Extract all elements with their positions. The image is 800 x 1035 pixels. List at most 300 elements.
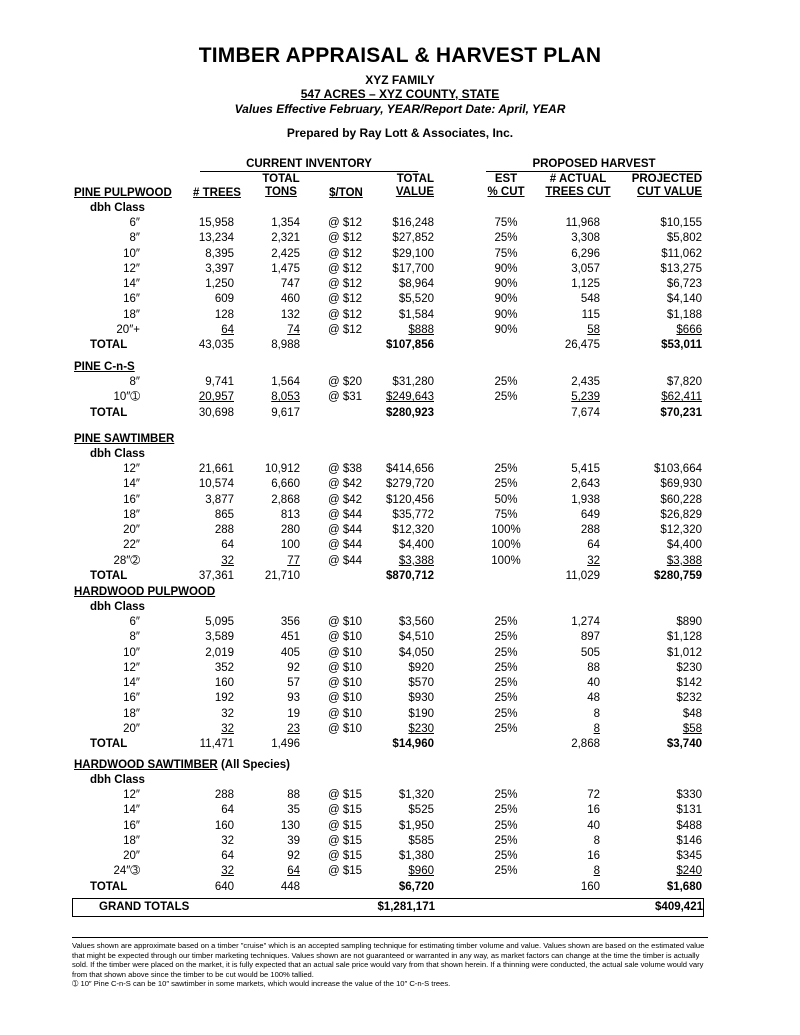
- cell-trees: 160: [214, 819, 234, 832]
- cell-actual: 16: [587, 804, 600, 817]
- total-label: TOTAL: [90, 738, 128, 750]
- total-actual: 11,029: [565, 569, 600, 582]
- cell-dbh: 20″+: [116, 323, 140, 336]
- cell-dbh: 10″: [123, 646, 140, 659]
- cell-tons: 2,321: [271, 232, 300, 245]
- cell-tons: 132: [280, 308, 300, 321]
- cell-dbh: 12″: [123, 463, 140, 475]
- cell-value: $414,656: [386, 463, 434, 475]
- total-trees: 11,471: [199, 738, 234, 750]
- cell-per-ton: @ $12: [328, 217, 363, 229]
- total-label: TOTAL: [90, 880, 128, 893]
- cell-trees: 288: [214, 789, 234, 801]
- acres-county: [0, 87, 800, 101]
- total-value: $107,856: [386, 339, 434, 351]
- total-trees: 30,698: [198, 406, 234, 419]
- cell-proj: $10,155: [660, 217, 702, 229]
- cell-proj: $11,062: [661, 247, 702, 260]
- total-cut-value: $53,011: [661, 339, 702, 351]
- cell-est-cut: 25%: [494, 677, 518, 689]
- total-value: $6,720: [398, 880, 434, 893]
- cell-est-cut: 25%: [494, 391, 518, 404]
- cell-proj: $330: [676, 789, 702, 801]
- cell-est-cut: 25%: [494, 834, 518, 847]
- cell-dbh: 14″: [123, 478, 140, 491]
- cell-actual: 1,938: [571, 493, 600, 506]
- cell-trees: 2,019: [205, 646, 234, 659]
- cell-actual: 72: [587, 789, 600, 801]
- col-tons-top: TOTAL: [262, 173, 300, 185]
- cell-dbh: 20″: [123, 722, 140, 735]
- cell-trees: 5,095: [205, 616, 234, 628]
- cell-est-cut: 25%: [494, 789, 518, 801]
- cell-value: $930: [408, 692, 434, 705]
- grand-totals-cut-value: $409,421: [655, 901, 703, 913]
- col-trees-label: # TREES: [193, 187, 241, 199]
- cell-est-cut: 25%: [494, 722, 518, 735]
- cell-value: $3,560: [398, 616, 434, 628]
- cell-value: $190: [408, 707, 434, 720]
- cell-proj: $5,802: [666, 232, 702, 245]
- cell-tons: 6,660: [271, 478, 300, 491]
- total-trees: 37,361: [198, 569, 234, 582]
- cell-est-cut: 75%: [494, 508, 518, 521]
- cell-actual: 115: [581, 308, 600, 321]
- group-proposed-harvest: PROPOSED HARVEST: [532, 158, 656, 170]
- cell-dbh: 8″: [129, 631, 140, 644]
- cell-dbh: 16″: [123, 819, 140, 832]
- cell-per-ton: @ $10: [328, 661, 363, 674]
- section-header-pine-pulpwood: PINE PULPWOOD: [74, 187, 172, 199]
- cell-trees: 3,589: [205, 631, 234, 644]
- cell-proj: $4,140: [666, 293, 702, 306]
- cell-actual: 5,239: [571, 391, 600, 404]
- col-header-trees: [186, 187, 248, 200]
- cell-trees: 288: [214, 524, 234, 536]
- cell-proj: $146: [676, 834, 702, 847]
- cell-trees: 10,574: [198, 478, 234, 491]
- cell-trees: 1,250: [205, 278, 234, 290]
- cell-proj: $232: [676, 692, 702, 705]
- cell-trees: 13,234: [198, 232, 234, 245]
- cell-per-ton: @ $42: [328, 478, 363, 491]
- cell-tons: 8,053: [271, 391, 300, 404]
- cell-est-cut: 75%: [494, 217, 518, 229]
- footnote-text: Values shown are approximate based on a timber "cruise" which is an accepted sampling technique for estimating timber volume and value. Values shown are based on the estimated value that might be expected through our timber marketing techniques. Values shown are not guaranteed or warranted in any way, as market factors can change at the time the timber is actually sold. If the timber were placed on the market, it is fully expected that an actual sale price would vary from that shown herein. If a thinning were conducted, the actual sale volume would vary from that shown above since the timber to be cut would be 100% tallied.: [72, 941, 705, 979]
- cell-est-cut: 25%: [494, 692, 518, 705]
- grand-totals-box: [72, 898, 704, 917]
- cell-tons: 813: [280, 508, 300, 521]
- cell-tons: 130: [280, 819, 300, 832]
- total-label: TOTAL: [90, 406, 128, 419]
- cell-dbh: 14″: [123, 278, 140, 290]
- cell-value: $17,700: [392, 262, 434, 275]
- cell-value: $525: [408, 804, 434, 817]
- cell-per-ton: @ $10: [328, 722, 363, 735]
- grand-totals-value: $1,281,171: [377, 901, 435, 913]
- cell-proj: $103,664: [654, 463, 702, 475]
- cell-dbh: 18″: [123, 308, 140, 321]
- dbh-class-label: dbh Class: [90, 774, 145, 786]
- cell-actual: 58: [587, 323, 600, 336]
- cell-value: $120,456: [386, 493, 434, 506]
- col-header-tons: [258, 173, 304, 199]
- cell-tons: 1,354: [271, 217, 300, 229]
- col-tons-label: TONS: [265, 186, 297, 198]
- cell-tons: 280: [280, 524, 300, 536]
- cell-tons: 451: [280, 631, 300, 644]
- cell-tons: 10,912: [264, 463, 300, 475]
- cell-proj: $131: [676, 804, 702, 817]
- cell-proj: $890: [676, 616, 702, 628]
- total-cut-value: $1,680: [666, 880, 702, 893]
- cell-trees: 352: [214, 661, 234, 674]
- cell-per-ton: @ $10: [328, 631, 363, 644]
- cell-trees: 15,958: [198, 217, 234, 229]
- cell-value: $570: [408, 677, 434, 689]
- col-est-label: % CUT: [487, 186, 525, 198]
- cell-per-ton: @ $12: [328, 308, 363, 321]
- section-header: [74, 433, 174, 446]
- cell-dbh: 10″: [123, 247, 140, 260]
- cell-tons: 19: [287, 707, 300, 720]
- cell-tons: 460: [280, 293, 300, 306]
- cell-dbh: 16″: [123, 692, 140, 705]
- col-header-est-cut: [478, 173, 534, 199]
- cell-trees: 64: [221, 323, 234, 336]
- cell-value: $1,380: [398, 850, 434, 862]
- cell-est-cut: 25%: [494, 376, 518, 388]
- cell-actual: 8: [593, 834, 600, 847]
- col-value-top: TOTAL: [396, 173, 434, 185]
- cell-est-cut: 25%: [494, 865, 518, 878]
- total-cut-value: $3,740: [666, 738, 702, 750]
- total-tons: 1,496: [271, 738, 300, 750]
- cell-actual: 11,968: [565, 217, 600, 229]
- cell-tons: 64: [287, 865, 300, 878]
- cell-per-ton: @ $42: [328, 493, 363, 506]
- cell-per-ton: @ $38: [328, 463, 363, 475]
- cell-tons: 57: [287, 677, 300, 689]
- cell-est-cut: 25%: [494, 478, 518, 491]
- cell-per-ton: @ $10: [328, 646, 363, 659]
- cell-dbh: 16″: [123, 293, 140, 306]
- cell-tons: 92: [287, 661, 300, 674]
- cell-trees: 32: [221, 722, 234, 735]
- cell-actual: 32: [587, 554, 600, 567]
- cell-trees: 32: [221, 834, 234, 847]
- cell-actual: 2,643: [571, 478, 600, 491]
- cell-trees: 64: [221, 850, 234, 862]
- cell-tons: 39: [287, 834, 300, 847]
- cell-tons: 1,564: [271, 376, 300, 388]
- cell-dbh: 18″: [123, 508, 140, 521]
- cell-per-ton: @ $10: [328, 692, 363, 705]
- cell-value: $27,852: [392, 232, 434, 245]
- cell-dbh: 18″: [123, 707, 140, 720]
- cell-proj: $26,829: [660, 508, 702, 521]
- cell-trees: 8,395: [205, 247, 234, 260]
- cell-dbh: 22″: [123, 539, 140, 552]
- cell-per-ton: @ $44: [328, 508, 363, 521]
- cell-tons: 747: [280, 278, 300, 290]
- cell-actual: 1,125: [571, 278, 600, 290]
- cell-est-cut: 100%: [491, 539, 521, 552]
- total-actual: 160: [580, 880, 600, 893]
- total-value: $280,923: [386, 406, 434, 419]
- cell-est-cut: 100%: [491, 554, 521, 567]
- section-header-name: HARDWOOD SAWTIMBER: [74, 759, 218, 771]
- section-header: [74, 759, 290, 772]
- cell-proj: $58: [682, 722, 702, 735]
- cell-est-cut: 25%: [494, 707, 518, 720]
- cell-per-ton: @ $12: [328, 232, 363, 245]
- group-proposed-line: [486, 171, 702, 172]
- cell-value: $35,772: [392, 508, 434, 521]
- cell-actual: 88: [587, 661, 600, 674]
- cell-trees: 20,957: [198, 391, 234, 404]
- cell-per-ton: @ $12: [328, 262, 363, 275]
- group-current-inventory: CURRENT INVENTORY: [246, 158, 372, 170]
- cell-tons: 92: [287, 850, 300, 862]
- total-tons: 9,617: [271, 406, 300, 419]
- col-per-ton-label: $/TON: [329, 187, 363, 199]
- cell-trees: 64: [221, 804, 234, 817]
- total-actual: 7,674: [571, 406, 600, 419]
- cell-value: $31,280: [392, 376, 434, 388]
- cell-est-cut: 90%: [494, 323, 518, 336]
- cell-actual: 3,057: [571, 262, 600, 275]
- cell-per-ton: @ $10: [328, 707, 363, 720]
- cell-actual: 8: [593, 722, 600, 735]
- cell-actual: 2,435: [571, 376, 600, 388]
- cell-value: $279,720: [386, 478, 434, 491]
- cell-dbh: 24″➂: [113, 865, 140, 878]
- group-current-line: [200, 171, 418, 172]
- cell-tons: 77: [287, 554, 300, 567]
- cell-est-cut: 90%: [494, 293, 518, 306]
- cell-trees: 865: [214, 508, 234, 521]
- col-est-top: EST: [494, 173, 518, 185]
- cell-proj: $60,228: [660, 493, 702, 506]
- total-cut-value: $280,759: [654, 569, 702, 582]
- cell-per-ton: @ $15: [328, 850, 363, 862]
- cell-dbh: 8″: [129, 376, 140, 388]
- cell-dbh: 6″: [129, 616, 140, 628]
- cell-actual: 16: [587, 850, 600, 862]
- cell-proj: $62,411: [661, 391, 702, 404]
- cell-per-ton: @ $15: [328, 865, 363, 878]
- cell-proj: $142: [676, 677, 702, 689]
- cell-proj: $488: [676, 819, 702, 832]
- cell-per-ton: @ $44: [328, 539, 363, 552]
- cell-dbh: 6″: [129, 217, 140, 229]
- cell-proj: $7,820: [666, 376, 702, 388]
- cell-est-cut: 25%: [494, 463, 518, 475]
- acres-county-text: 547 ACRES – XYZ COUNTY, STATE: [300, 87, 500, 101]
- cell-tons: 88: [287, 789, 300, 801]
- cell-per-ton: @ $15: [328, 789, 363, 801]
- cell-per-ton: @ $31: [328, 391, 363, 404]
- cell-dbh: 18″: [123, 834, 140, 847]
- total-trees: 640: [214, 880, 234, 893]
- cell-actual: 1,274: [571, 616, 600, 628]
- cell-per-ton: @ $15: [328, 819, 363, 832]
- cell-actual: 5,415: [571, 463, 600, 475]
- cell-actual: 548: [580, 293, 600, 306]
- cell-dbh: 14″: [123, 677, 140, 689]
- col-header-projected: [620, 173, 702, 199]
- cell-dbh: 20″: [123, 524, 140, 536]
- cell-trees: 3,877: [205, 493, 234, 506]
- cell-actual: 897: [580, 631, 600, 644]
- total-trees: 43,035: [198, 339, 234, 351]
- section-header-name: HARDWOOD PULPWOOD: [74, 586, 216, 598]
- cell-per-ton: @ $10: [328, 677, 363, 689]
- col-proj-label: CUT VALUE: [637, 186, 702, 198]
- section-header-suffix: (All Species): [217, 759, 290, 771]
- grand-totals-label: GRAND TOTALS: [99, 901, 190, 913]
- cell-value: $1,584: [398, 308, 434, 321]
- cell-proj: $230: [676, 661, 702, 674]
- cell-proj: $345: [676, 850, 702, 862]
- dbh-class-label: dbh Class: [90, 601, 145, 613]
- cell-trees: 160: [214, 677, 234, 689]
- col-header-value: [368, 173, 434, 199]
- values-effective: Values Effective February, YEAR/Report Date: April, YEAR: [234, 102, 566, 116]
- cell-per-ton: @ $10: [328, 616, 363, 628]
- total-actual: 26,475: [564, 339, 600, 351]
- cell-est-cut: 25%: [494, 661, 518, 674]
- cell-tons: 23: [287, 722, 300, 735]
- cell-proj: $48: [682, 707, 702, 720]
- cell-per-ton: @ $12: [328, 293, 363, 306]
- cell-value: $29,100: [392, 247, 434, 260]
- col-header-section: [74, 187, 172, 200]
- cell-trees: 609: [214, 293, 234, 306]
- total-label: TOTAL: [90, 339, 128, 351]
- prepared-by: Prepared by Ray Lott & Associates, Inc.: [286, 126, 514, 140]
- cell-value: $1,950: [398, 819, 434, 832]
- cell-value: $230: [408, 722, 434, 735]
- total-tons: 8,988: [271, 339, 300, 351]
- cell-per-ton: @ $12: [328, 323, 363, 336]
- col-header-per-ton: [320, 187, 372, 200]
- cell-proj: $6,723: [666, 278, 702, 290]
- cell-dbh: 20″: [123, 850, 140, 862]
- cell-est-cut: 90%: [494, 262, 518, 275]
- cell-dbh: 8″: [129, 232, 140, 245]
- cell-dbh: 28″➁: [113, 554, 140, 567]
- cell-value: $4,510: [398, 631, 434, 644]
- cell-trees: 9,741: [205, 376, 234, 388]
- cell-value: $249,643: [386, 391, 434, 404]
- cell-tons: 1,475: [271, 262, 300, 275]
- cell-trees: 32: [221, 707, 234, 720]
- cell-est-cut: 25%: [494, 631, 518, 644]
- cell-per-ton: @ $12: [328, 278, 363, 290]
- cell-proj: $1,012: [666, 646, 702, 659]
- cell-actual: 6,296: [571, 247, 600, 260]
- cell-trees: 32: [221, 554, 234, 567]
- cell-per-ton: @ $12: [328, 247, 363, 260]
- cell-trees: 192: [214, 692, 234, 705]
- cell-tons: 2,868: [271, 493, 300, 506]
- section-header: [74, 361, 135, 374]
- cell-proj: $69,930: [660, 478, 702, 491]
- cell-tons: 356: [280, 616, 300, 628]
- cell-value: $16,248: [392, 217, 434, 229]
- cell-actual: 40: [587, 819, 600, 832]
- cell-tons: 100: [280, 539, 300, 552]
- cell-dbh: 14″: [123, 804, 140, 817]
- cell-est-cut: 25%: [494, 819, 518, 832]
- cell-value: $585: [408, 834, 434, 847]
- document-title: TIMBER APPRAISAL & HARVEST PLAN: [198, 44, 602, 67]
- cell-est-cut: 50%: [494, 493, 518, 506]
- total-value: $14,960: [392, 738, 434, 750]
- cell-value: $1,320: [398, 789, 434, 801]
- cell-per-ton: @ $15: [328, 834, 363, 847]
- cell-actual: 3,308: [571, 232, 600, 245]
- cell-actual: 288: [580, 524, 600, 536]
- cell-trees: 32: [221, 865, 234, 878]
- col-proj-top: PROJECTED: [631, 173, 702, 185]
- cell-value: $5,520: [398, 293, 434, 306]
- cell-proj: $1,128: [666, 631, 702, 644]
- cell-est-cut: 100%: [491, 524, 521, 536]
- footnote: [72, 937, 708, 989]
- col-actual-top: # ACTUAL: [549, 173, 607, 185]
- cell-actual: 8: [593, 707, 600, 720]
- cell-actual: 649: [580, 508, 600, 521]
- cell-actual: 64: [587, 539, 600, 552]
- cell-value: $960: [408, 865, 434, 878]
- cell-proj: $240: [676, 865, 702, 878]
- cell-actual: 8: [593, 865, 600, 878]
- total-tons: 448: [280, 880, 300, 893]
- cell-per-ton: @ $44: [328, 554, 363, 567]
- cell-tons: 405: [280, 646, 300, 659]
- cell-tons: 93: [287, 692, 300, 705]
- footnote-note-1: ➀ 10″ Pine C-n-S can be 10″ sawtimber in some markets, which would increase the value of the 10″ C-n-S trees.: [72, 979, 451, 989]
- cell-est-cut: 25%: [494, 616, 518, 628]
- cell-tons: 2,425: [271, 247, 300, 260]
- cell-value: $888: [408, 323, 434, 336]
- cell-value: $3,388: [398, 554, 434, 567]
- col-actual-label: TREES CUT: [545, 186, 611, 198]
- cell-dbh: 10″➀: [113, 391, 140, 404]
- cell-dbh: 12″: [123, 262, 140, 275]
- col-header-actual: [540, 173, 616, 199]
- cell-proj: $3,388: [666, 554, 702, 567]
- family-name: XYZ FAMILY: [365, 73, 435, 87]
- cell-tons: 35: [287, 804, 300, 817]
- cell-dbh: 12″: [123, 789, 140, 801]
- col-value-label: VALUE: [395, 186, 434, 198]
- cell-actual: 505: [580, 646, 600, 659]
- cell-value: $12,320: [392, 524, 434, 536]
- cell-est-cut: 25%: [494, 850, 518, 862]
- cell-proj: $666: [676, 323, 702, 336]
- cell-est-cut: 75%: [494, 247, 518, 260]
- total-actual: 2,868: [571, 738, 600, 750]
- cell-value: $8,964: [398, 278, 434, 290]
- section-header: [74, 586, 215, 599]
- cell-proj: $12,320: [660, 524, 702, 536]
- cell-dbh: 12″: [123, 661, 140, 674]
- cell-proj: $4,400: [666, 539, 702, 552]
